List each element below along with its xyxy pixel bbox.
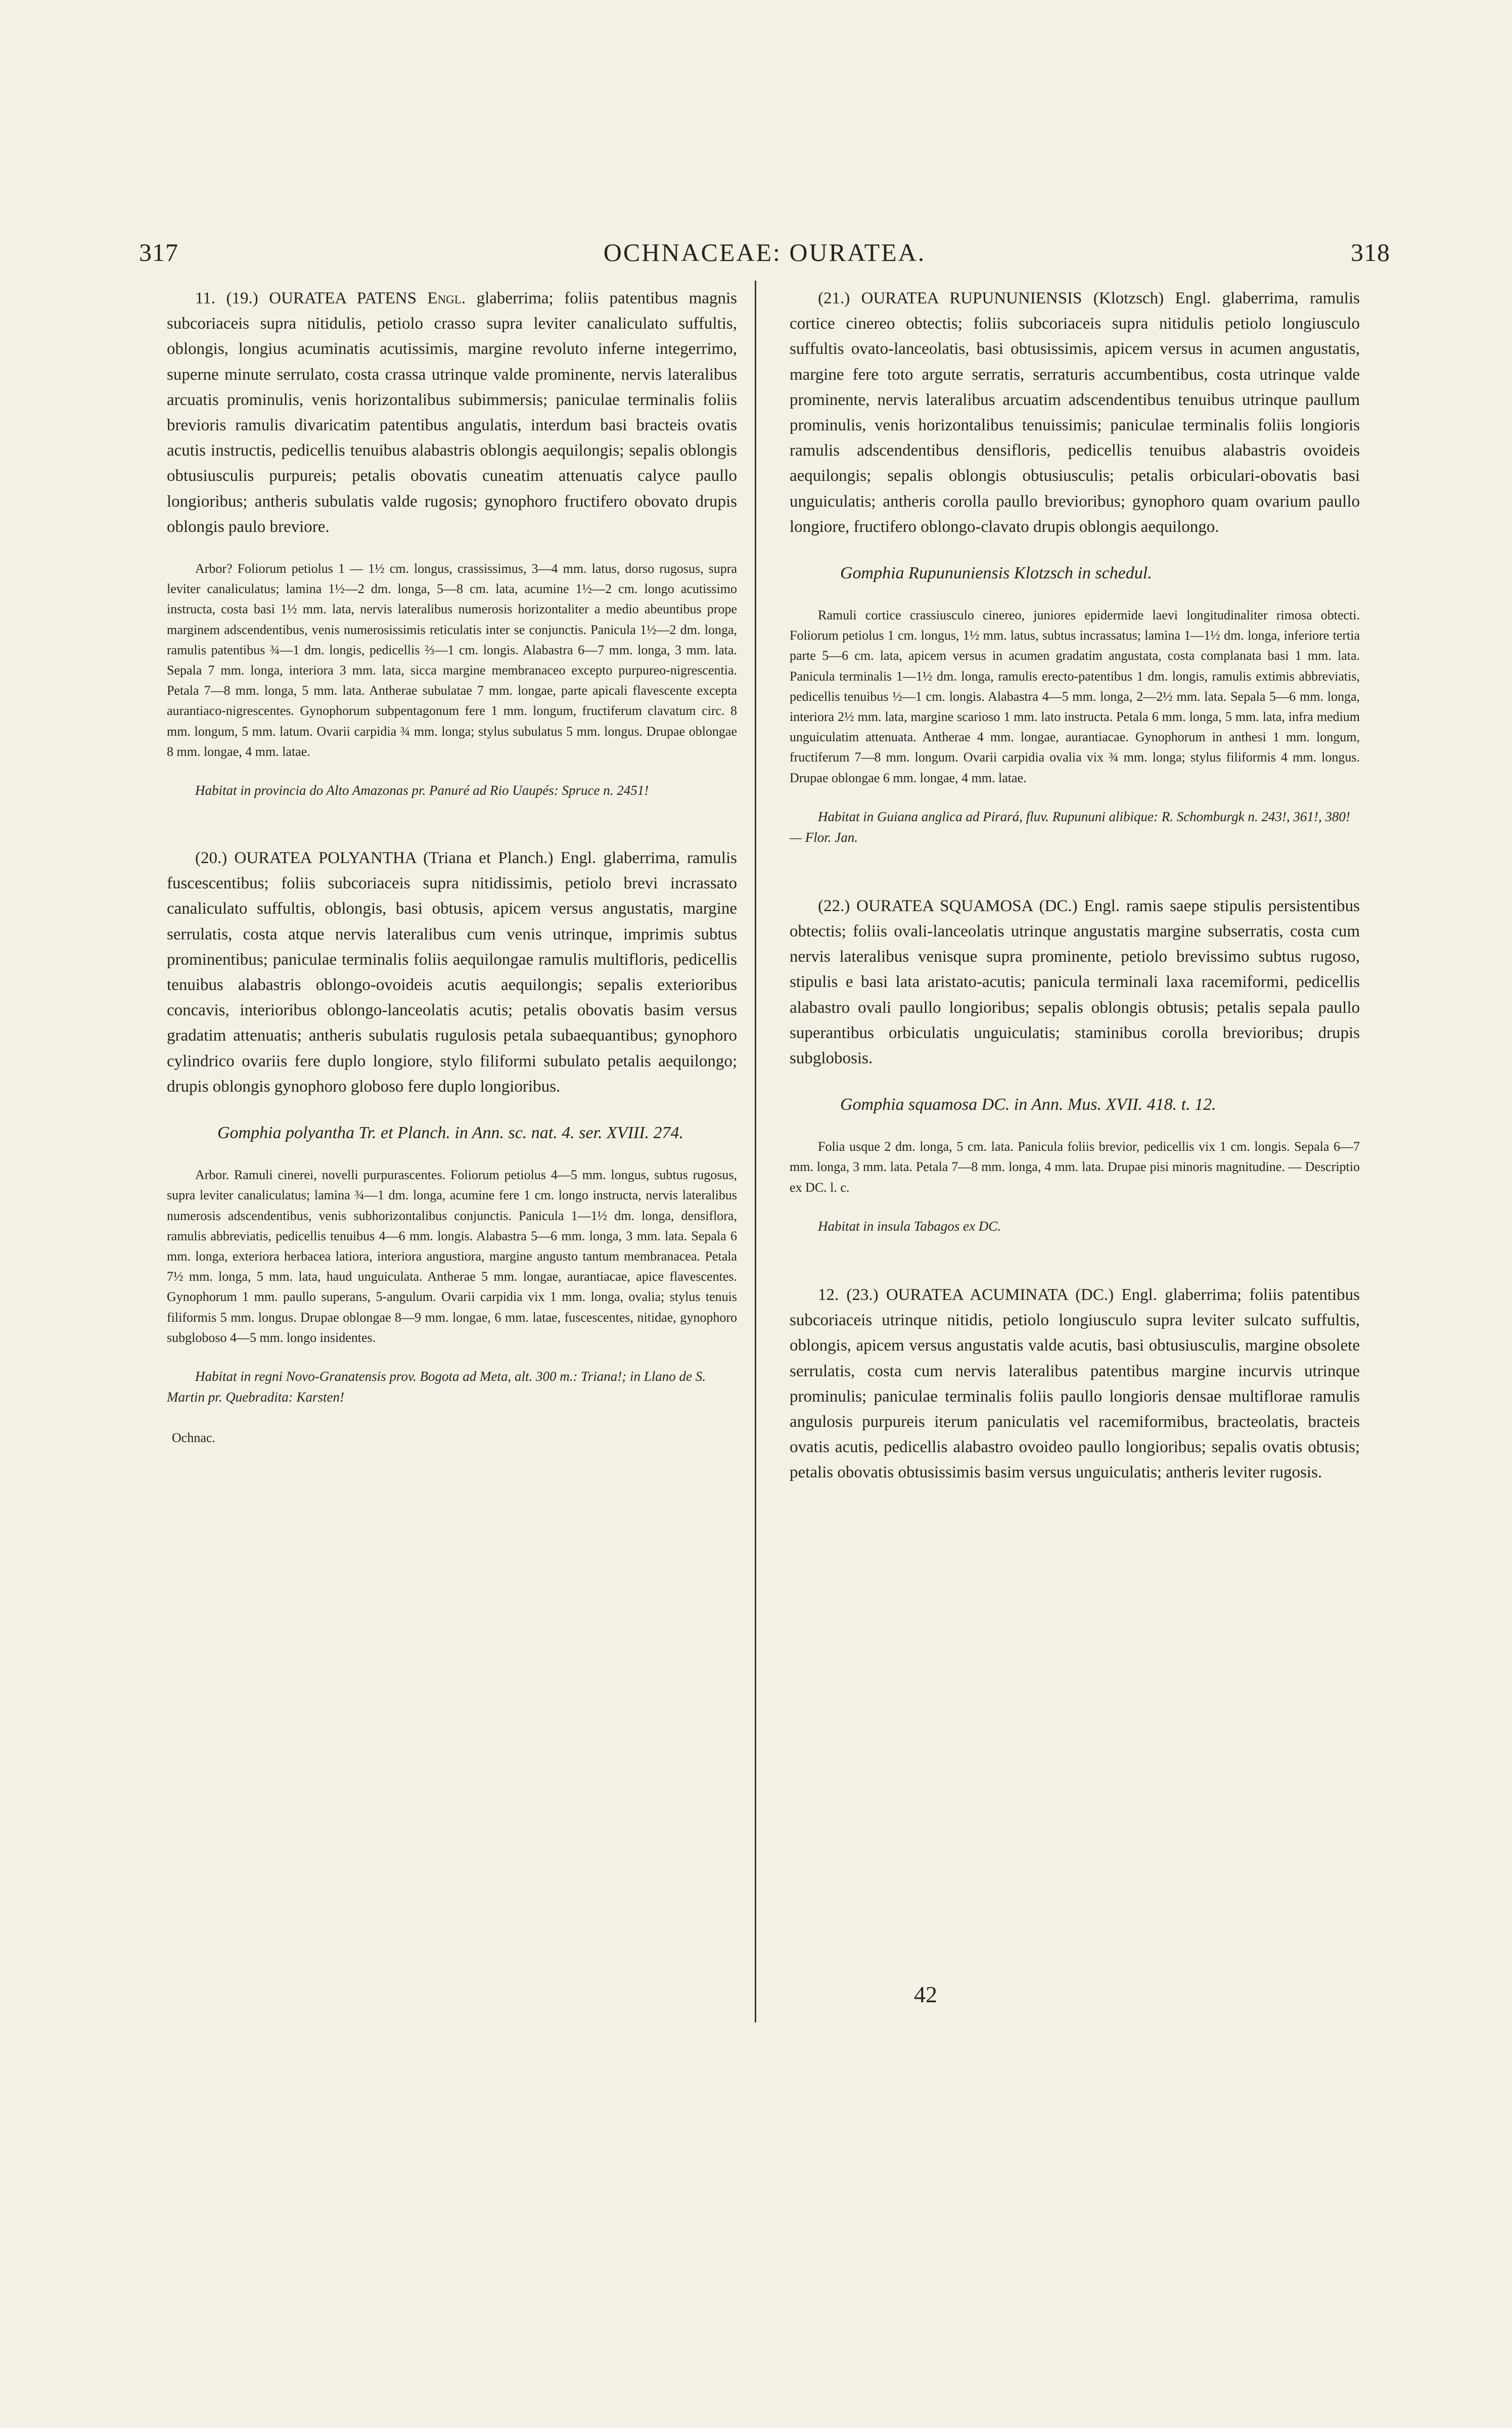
species-synonym: Gomphia squamosa DC. in Ann. Mus. XVII. 418. t. 12. (840, 1095, 1216, 1114)
species-heading: 11. (19.) OURATEA PATENS Engl. (195, 289, 466, 307)
species-habitat: Habitat in regni Novo-Granatensis prov. Bogota ad Meta, alt. 300 m.: Triana!; in Llano de S. Martin pr. Quebradita: Karsten! (167, 1368, 706, 1405)
left-column (167, 286, 737, 1448)
species-habitat: Habitat in provincia do Alto Amazonas pr. Panuré ad Rio Uaupés: Spruce n. 2451! (195, 783, 649, 798)
species-ouratea-patens (167, 286, 737, 801)
diagnosis-text: glaberrima; foliis patentibus subcoriaceis utrinque nitidis, petiolo longiusculo supra leviter sulcato suffultis, oblongis, apicem versus angustatis valde acutis, basi obtusiusculis, margine obsolete serrulatis, costa cum nervis lateralibus patentibus margine incurvis utrinque prominulis; paniculae terminalis foliis paullo longioris densae multiflorae ramulis angulosis purpureis iterum paniculatis vel racemiformibus, bracteolatis, bracteis ovatis acutis, pedicellis alabastro ovoideo paullo longioribus; sepalis ovatis obtusis; petalis obovatis obtusissimis basim versus unguiculatis; antheris leviter rugosis. (790, 1285, 1360, 1482)
running-title: OCHNACEAE: OURATEA. (603, 238, 926, 266)
sheet-number: 42 (914, 1982, 937, 2007)
species-diagnosis (790, 1282, 1360, 1486)
species-diagnosis (167, 845, 737, 1099)
right-column (790, 286, 1360, 1486)
species-ouratea-acuminata (790, 1282, 1360, 1486)
column-divider (755, 281, 756, 2022)
page-number-right: 318 (1351, 238, 1390, 266)
page-header (139, 238, 1390, 273)
species-diagnosis (790, 286, 1360, 539)
species-habitat: Habitat in Guiana anglica ad Pirará, fluv. Rupununi alibique: R. Schomburgk n. 243!, 361!, 380! — Flor. Jan. (790, 808, 1350, 845)
species-description: Ramuli cortice crassiusculo cinereo, juniores epidermide laevi longitudinaliter rimosa obtecti. Foliorum petiolus 1 cm. longus, 1½ mm. latus, subtus incrassatus; lamina 1—1½ dm. longa, inferiore tertia parte 5—6 cm. lata, apicem versus in acumen gradatim angustata, costa complanata basi 1 mm. lata. Panicula terminalis 1—1½ dm. longa, ramulis erecto-patentibus 1 dm. longis, ramulis extimis abbreviatis, pedicellis tenuibus ½—1 cm. longis. Alabastra 4—5 mm. longa, 2—2½ mm. lata. Sepala 5—6 mm. longa, interiora 2½ mm. lata, margine scarioso 1 mm. lato instructa. Petala 6 mm. longa, 5 mm. lata, infra medium unguiculatim attenuata. Antherae 4 mm. longae, aurantiacae. Gynophorum in anthesi 1 mm. longum, fructiferum 7—8 mm. longum. Ovarii carpidia ovalia vix ¾ mm. longa; stylus filiformis 4 mm. longus. Drupae oblongae 6 mm. longae, 4 mm. latae. (790, 608, 1360, 785)
page-number-left: 317 (139, 238, 178, 266)
species-synonym: Gomphia Rupununiensis Klotzsch in schedul. (840, 564, 1152, 583)
diagnosis-text: glaberrima; foliis patentibus magnis subcoriaceis supra nitidulis, petiolo crasso supra leviter canaliculato suffultis, oblongis, longius acuminatis acutissimis, margine revoluto inferne integerrimo, superne minute serrulato, costa crassa utrinque valde prominente, nervis lateralibus arcuatis prominulis, venis horizontalibus subimmersis; paniculae terminalis foliis brevioris ramulis divaricatim patentibus angulatis, interdum basi bracteis ovatis acutis instructis, pedicellis tenuibus alabastris oblongis aequilongis; sepalis oblongis obtusiusculis purpureis; petalis obovatis cuneatim attenuatis calyce paullo longioribus; antheris subulatis valde rugosis; gynophoro fructifero obovato drupis oblongis paulo breviore. (167, 289, 738, 536)
species-habitat: Habitat in insula Tabagos ex DC. (818, 1218, 1001, 1234)
species-ouratea-rupununiensis (790, 286, 1360, 848)
species-description: Arbor. Ramuli cinerei, novelli purpurascentes. Foliorum petiolus 4—5 mm. longus, subtus rugosus, supra leviter canaliculatus; lamina ¾—1 dm. longa, acumine fere 1 cm. longo instructa, nervis lateralibus numerosis adscendentibus, venis subhorizontalibus conjunctis. Panicula 1—1½ dm. longa, densiflora, ramulis abbreviatis, pedicellis tenuibus 4—6 mm. longis. Alabastra 5—6 mm. longa, 3 mm. lata. Sepala 6 mm. longa, exteriora herbacea latiora, interiora angustiora, margine angusto tantum membranacea. Petala 7½ mm. longa, 5 mm. lata, haud unguiculata. Antherae 5 mm. longae, aurantiacae, apice flavescentes. Gynophorum 1 mm. paullo superans, 5-angulum. Ovarii carpidia vix 1 mm. longa, ovalia; stylus tenuis filiformis 5 mm. longus. Drupae oblongae 8—9 mm. longae, 6 mm. latae, fuscescentes, nitidae, gynophoro subgloboso 4—5 mm. longo insidentes. (167, 1167, 737, 1345)
species-description: Folia usque 2 dm. longa, 5 cm. lata. Panicula foliis brevior, pedicellis vix 1 cm. longis. Sepala 6—7 mm. longa, 3 mm. lata. Petala 7—8 mm. longa, 4 mm. lata. Drupae pisi minoris magnitudine. — Descriptio ex DC. l. c. (790, 1139, 1360, 1195)
species-diagnosis (167, 286, 737, 539)
species-heading: (21.) OURATEA RUPUNUNIENSIS (Klotzsch) Engl. (818, 289, 1211, 307)
species-synonym: Gomphia polyantha Tr. et Planch. in Ann. sc. nat. 4. ser. XVIII. 274. (217, 1123, 684, 1143)
species-ouratea-polyantha (167, 845, 737, 1408)
diagnosis-text: glaberrima, ramulis fuscescentibus; foliis subcoriaceis supra nitidissimis, petiolo brevi incrassato canaliculato suffultis, oblongis, basi obtusis, apicem versus angustatis, margine serrulatis, costa atque nervis lateralibus cum venis utrinque, imprimis subtus prominentibus; paniculae terminalis foliis aequilongae ramulis multifloris, pedicellis tenuibus alabastris oblongo-ovoideis acutis aequilongis; sepalis exterioribus concavis, interioribus oblongo-lanceolatis acutis; petalis obovatis basim versus gradatim attenuatis; antheris subulatis rugulosis petala subaequantibus; gynophoro cylindrico ovariis fere duplo longiore, stylo filiformi subulato petalis aequilongo; drupis oblongis gynophoro globoso fere duplo longioribus. (167, 849, 737, 1096)
diagnosis-text: glaberrima, ramulis cortice cinereo obtectis; foliis subcoriaceis supra nitidulis petiolo longiusculo suffultis ovato-lanceolatis, basi obtusissimis, apicem versus in acumen angustatis, margine fere toto argute serratis, serraturis accumbentibus, costa utrinque valde prominente, nervis lateralibus arcuatim adscendentibus tenuibus utrinque paullum prominulis, venis horizontalibus tenuissimis; paniculae terminalis foliis longioris ramulis adscendentibus densifloris, pedicellis tenuibus alabastris ovoideis aequilongis; sepalis oblongis obtusiusculis; petalis orbiculari-obovatis basi unguiculatis; antheris corolla paullo brevioribus; gynophoro quam ovarium paullo longiore, fructifero oblongo-clavato drupis oblongis aequilongo. (790, 289, 1360, 536)
species-heading: (22.) OURATEA SQUAMOSA (DC.) Engl. (818, 896, 1120, 915)
diagnosis-text: ramis saepe stipulis persistentibus obtectis; foliis ovali-lanceolatis utrinque angustatis margine subserratis, costa cum nervis lateralibus venisque supra prominente, petiolo brevissimo subtus rugoso, stipulis e basi lata aristato-acutis; panicula terminali laxa racemiformi, pedicellis alabastro ovali paullo longioribus; sepalis oblongis obtusis; petalis sepala paullo superantibus orbiculatis unguiculatis; staminibus corolla brevioribus; drupis subglobosis. (790, 896, 1360, 1068)
signature-label: Ochnac. (172, 1430, 215, 1445)
species-heading: (20.) OURATEA POLYANTHA (Triana et Planch.) Engl. (195, 849, 597, 868)
species-ouratea-squamosa (790, 893, 1360, 1237)
species-description: Arbor? Foliorum petiolus 1 — 1½ cm. longus, crassissimus, 3—4 mm. latus, dorso rugosus, supra leviter canaliculatus; lamina 1½—2 dm. longa, 5—8 cm. lata, acumine 1½—2 cm. longo acutissimo instructa, costa basi 1½ mm. lata, nervis lateralibus numerosis horizontaliter a medio abeuntibus prope marginem adscendentibus, venis numerosissimis reticulatis inter se conjunctis. Panicula 1½—2 dm. longa, ramulis patentibus ¾—1 dm. longis, pedicellis ⅔—1 cm. longis. Alabastra 6—7 mm. longa, 3 mm. lata. Sepala 7 mm. longa, interiora 3 mm. lata, sicca margine membranaceo excepto purpureo-nigrescentia. Petala 7—8 mm. longa, 5 mm. lata. Antherae subulatae 7 mm. longae, parte apicali flavescente excepta aurantiaco-nigrescentes. Gynophorum subpentagonum fere 1 mm. longum, fructiferum clavatum circ. 8 mm. longum, 5 mm. latum. Ovarii carpidia ¾ mm. longa; stylus subulatus 5 mm. longus. Drupae oblongae 8 mm. longae, 4 mm. latae. (167, 561, 737, 759)
species-heading: 12. (23.) OURATEA ACUMINATA (DC.) Engl. (818, 1285, 1157, 1304)
species-diagnosis (790, 893, 1360, 1071)
